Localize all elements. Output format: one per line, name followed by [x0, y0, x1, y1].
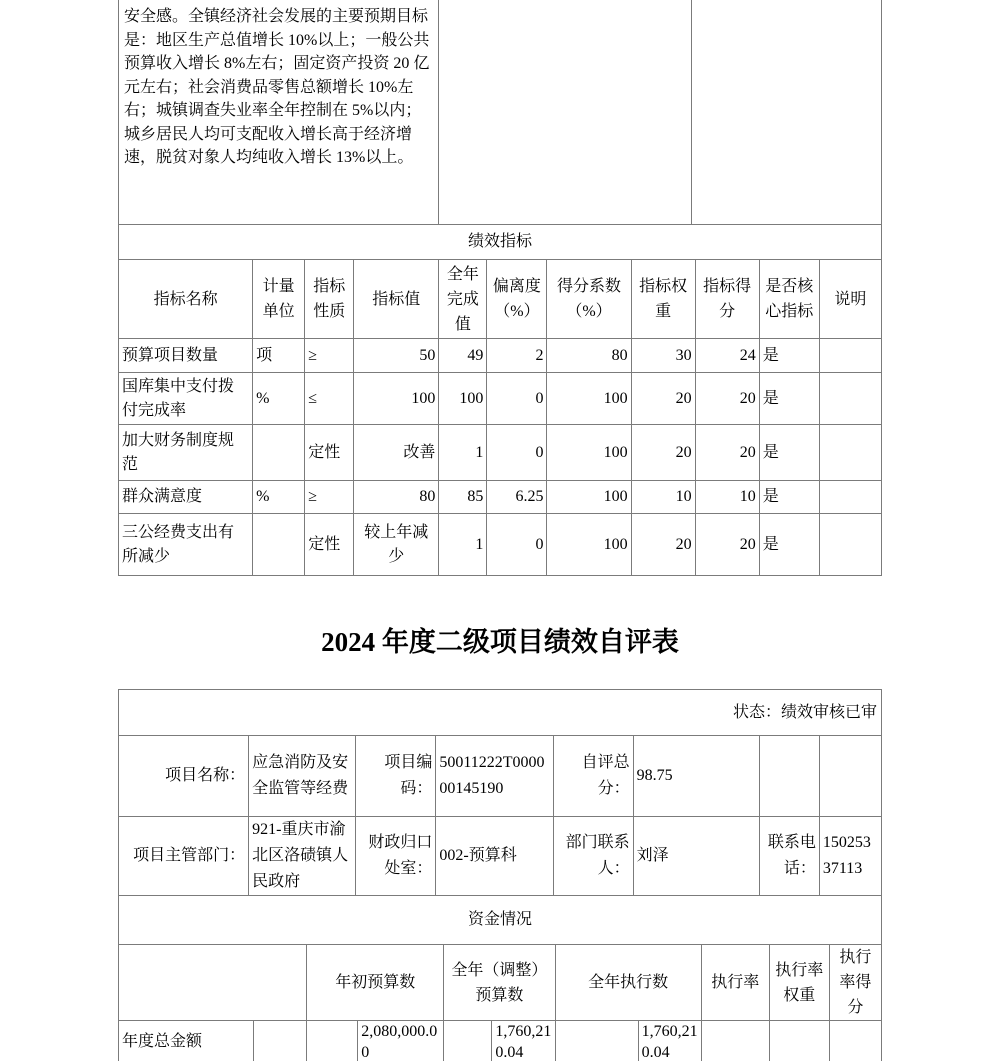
indicator-weight: 10 — [631, 481, 695, 514]
col-header-weight: 指标权重 — [631, 260, 695, 339]
indicator-nature: 定性 — [305, 514, 354, 576]
phone-value: 15025337113 — [819, 817, 881, 896]
indicators-section-row — [119, 225, 882, 260]
indicator-note — [819, 425, 881, 481]
indicator-core: 是 — [759, 514, 819, 576]
indicator-name: 预算项目数量 — [119, 339, 253, 373]
indicator-unit: % — [253, 481, 305, 514]
col-header-completed-value: 全年完成值 — [439, 260, 487, 339]
project-info-table — [118, 689, 882, 896]
col-header-rate-score: 执行率得分 — [829, 945, 881, 1021]
indicator-nature: ≥ — [305, 481, 354, 514]
indicator-completed-value: 49 — [439, 339, 487, 373]
funding-empty-cell — [444, 1021, 492, 1061]
execution-rate-value — [701, 1021, 769, 1061]
indicator-weight: 20 — [631, 425, 695, 481]
overview-table — [118, 0, 882, 225]
indicator-unit — [253, 514, 305, 576]
col-header-score: 指标得分 — [695, 260, 759, 339]
col-header-core: 是否核心指标 — [759, 260, 819, 339]
contact-label: 部门联系人： — [553, 817, 633, 896]
indicator-score: 24 — [695, 339, 759, 373]
self-score-label: 自评总分： — [553, 736, 633, 817]
indicator-note — [819, 481, 881, 514]
indicators-section-label: 绩效指标 — [119, 225, 882, 260]
executed-value: 1,760,210.04 — [638, 1021, 701, 1061]
col-header-unit: 计量单位 — [253, 260, 305, 339]
indicators-header-row — [119, 260, 882, 339]
indicator-row — [119, 481, 882, 514]
rate-weight-value — [769, 1021, 829, 1061]
project-code-value: 50011222T000000145190 — [436, 736, 553, 817]
project-name-row — [119, 736, 882, 817]
indicator-completed-value: 85 — [439, 481, 487, 514]
project-code-label: 项目编码： — [356, 736, 436, 817]
indicator-deviation: 0 — [487, 373, 547, 425]
dept-value: 921-重庆市渝北区洛碛镇人民政府 — [249, 817, 356, 896]
indicator-score: 20 — [695, 425, 759, 481]
project-dept-row — [119, 817, 882, 896]
funding-total-row — [119, 1021, 882, 1061]
project-name-value: 应急消防及安全监管等经费 — [249, 736, 356, 817]
indicator-row — [119, 339, 882, 373]
indicator-nature: ≥ — [305, 339, 354, 373]
indicator-note — [819, 339, 881, 373]
indicator-target-value: 100 — [354, 373, 439, 425]
dept-label: 项目主管部门： — [119, 817, 249, 896]
indicator-name: 群众满意度 — [119, 481, 253, 514]
indicator-completed-value: 1 — [439, 425, 487, 481]
funding-empty-cell — [254, 1021, 307, 1061]
funding-row-name: 年度总金额 — [119, 1021, 254, 1061]
col-header-score-coefficient: 得分系数（%） — [547, 260, 631, 339]
indicator-weight: 30 — [631, 339, 695, 373]
indicator-nature: ≤ — [305, 373, 354, 425]
indicator-deviation: 2 — [487, 339, 547, 373]
col-header-note: 说明 — [819, 260, 881, 339]
status-row — [119, 690, 882, 736]
indicator-deviation: 0 — [487, 425, 547, 481]
indicator-deviation: 0 — [487, 514, 547, 576]
indicator-score: 10 — [695, 481, 759, 514]
document-content — [118, 0, 882, 1061]
col-header-nature: 指标性质 — [305, 260, 354, 339]
funding-table — [118, 895, 882, 1061]
col-header-indicator-name: 指标名称 — [119, 260, 253, 339]
indicator-target-value: 80 — [354, 481, 439, 514]
indicator-row — [119, 373, 882, 425]
col-header-initial-budget: 年初预算数 — [307, 945, 444, 1021]
col-header-execution-rate: 执行率 — [701, 945, 769, 1021]
finance-office-value: 002-预算科 — [436, 817, 553, 896]
project-empty-cell — [759, 736, 819, 817]
project-empty-cell — [819, 736, 881, 817]
indicator-name: 国库集中支付拨付完成率 — [119, 373, 253, 425]
indicator-name: 加大财务制度规范 — [119, 425, 253, 481]
contact-value: 刘泽 — [633, 817, 759, 896]
indicator-row — [119, 425, 882, 481]
indicator-core: 是 — [759, 339, 819, 373]
indicator-nature: 定性 — [305, 425, 354, 481]
indicator-score: 20 — [695, 514, 759, 576]
indicators-table — [118, 224, 882, 576]
indicator-core: 是 — [759, 373, 819, 425]
indicator-note — [819, 514, 881, 576]
indicator-completed-value: 1 — [439, 514, 487, 576]
indicator-target-value: 改善 — [354, 425, 439, 481]
col-header-deviation: 偏离度（%） — [487, 260, 547, 339]
project-name-label: 项目名称： — [119, 736, 249, 817]
phone-label: 联系电话： — [759, 817, 819, 896]
col-header-adjusted-budget: 全年（调整）预算数 — [444, 945, 555, 1021]
funding-section-label: 资金情况 — [119, 896, 882, 945]
indicator-core: 是 — [759, 481, 819, 514]
finance-office-label: 财政归口处室： — [356, 817, 436, 896]
indicator-weight: 20 — [631, 373, 695, 425]
indicator-core: 是 — [759, 425, 819, 481]
indicator-score-coefficient: 100 — [547, 373, 631, 425]
col-header-executed: 全年执行数 — [555, 945, 701, 1021]
funding-header-empty — [119, 945, 307, 1021]
rate-score-value — [829, 1021, 881, 1061]
indicator-score: 20 — [695, 373, 759, 425]
status-text: 状态：绩效审核已审 — [119, 690, 882, 736]
indicator-row — [119, 514, 882, 576]
indicator-unit: % — [253, 373, 305, 425]
self-score-value: 98.75 — [633, 736, 759, 817]
col-header-rate-weight: 执行率权重 — [769, 945, 829, 1021]
indicator-target-value: 较上年减少 — [354, 514, 439, 576]
indicator-name: 三公经费支出有所减少 — [119, 514, 253, 576]
funding-header-row — [119, 945, 882, 1021]
indicator-score-coefficient: 80 — [547, 339, 631, 373]
indicator-weight: 20 — [631, 514, 695, 576]
overview-empty-cell — [439, 0, 691, 225]
funding-empty-cell — [555, 1021, 638, 1061]
development-goals-text: 安全感。全镇经济社会发展的主要预期目标是：地区生产总值增长 10%以上；一般公共预算收入增长 8%左右；固定资产投资 20 亿元左右；社会消费品零售总额增长 10%左右；城镇调查失业率全年控制在 5%以内；城乡居民人均可支配收入增长高于经济增速，脱贫对象人均纯收入增长 13%以上。 — [119, 0, 439, 225]
funding-empty-cell — [307, 1021, 358, 1061]
indicator-note — [819, 373, 881, 425]
indicator-score-coefficient: 100 — [547, 425, 631, 481]
initial-budget-value: 2,080,000.00 — [358, 1021, 444, 1061]
overview-row — [119, 0, 882, 225]
indicator-unit: 项 — [253, 339, 305, 373]
adjusted-budget-value: 1,760,210.04 — [492, 1021, 555, 1061]
overview-empty-cell — [691, 0, 881, 225]
page-title: 2024 年度二级项目绩效自评表 — [321, 627, 679, 657]
indicator-target-value: 50 — [354, 339, 439, 373]
indicator-score-coefficient: 100 — [547, 514, 631, 576]
col-header-target-value: 指标值 — [354, 260, 439, 339]
indicator-completed-value: 100 — [439, 373, 487, 425]
indicator-unit — [253, 425, 305, 481]
indicator-deviation: 6.25 — [487, 481, 547, 514]
funding-section-row — [119, 896, 882, 945]
indicator-score-coefficient: 100 — [547, 481, 631, 514]
